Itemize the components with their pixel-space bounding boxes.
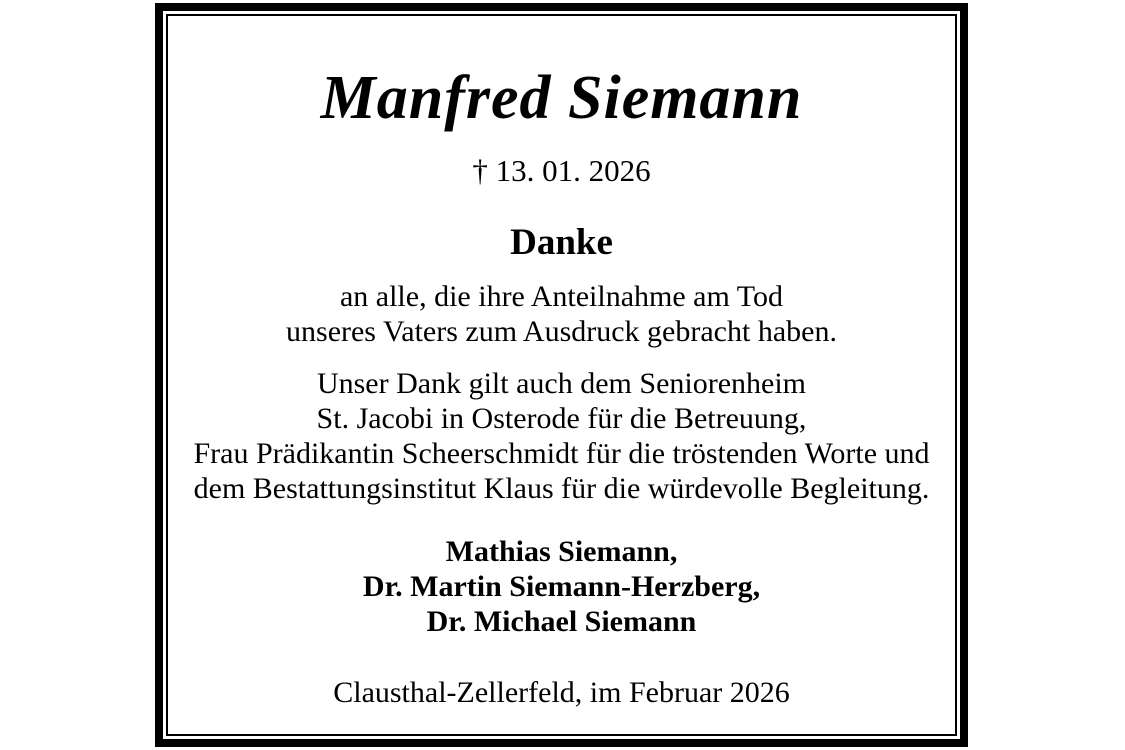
death-date: † 13. 01. 2026	[472, 153, 651, 188]
thanks-paragraph	[168, 279, 955, 349]
text-line: Frau Prädikantin Scheerschmidt für die tröstenden Worte und	[193, 437, 930, 470]
mourner-name: Dr. Martin Siemann-Herzberg,	[362, 570, 761, 603]
obituary-notice-content	[168, 16, 955, 734]
text-line: an alle, die ihre Anteilnahme am Tod	[339, 280, 784, 313]
obituary-notice-inner-rule	[166, 14, 957, 736]
text-line: dem Bestattungsinstitut Klaus für die würdevolle Begleitung.	[193, 472, 930, 505]
obituary-notice-frame	[155, 3, 968, 747]
text-line: St. Jacobi in Osterode für die Betreuung,	[316, 402, 807, 435]
mourner-name: Mathias Siemann,	[445, 535, 678, 568]
place-and-date: Clausthal-Zellerfeld, im Februar 2026	[333, 676, 790, 709]
text-line: unseres Vaters zum Ausdruck gebracht haben.	[286, 315, 837, 348]
thanks-heading: Danke	[510, 222, 613, 263]
deceased-name: Manfred Siemann	[320, 64, 803, 132]
acknowledgement-paragraph	[168, 366, 955, 506]
mourners-list	[168, 534, 955, 639]
text-line: Unser Dank gilt auch dem Seniorenheim	[316, 367, 807, 400]
mourner-name: Dr. Michael Siemann	[426, 605, 697, 638]
